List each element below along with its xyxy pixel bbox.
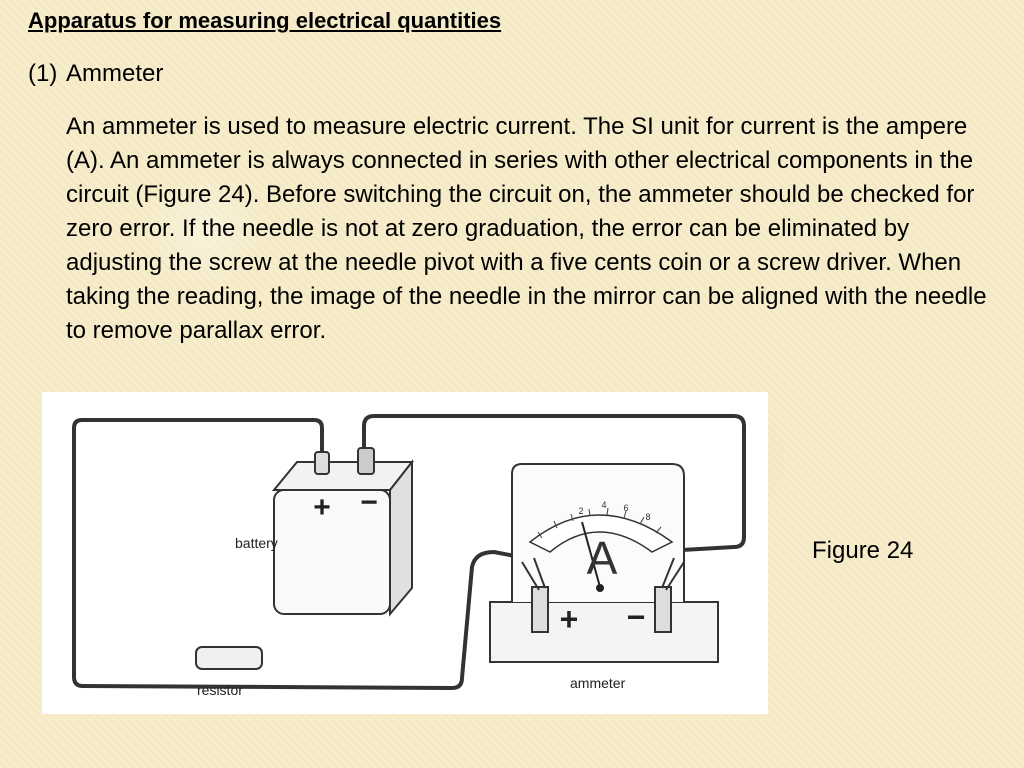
resistor-icon	[196, 647, 262, 698]
scale-tick-4: 4	[601, 500, 607, 510]
circuit-diagram	[42, 392, 768, 714]
battery-icon	[235, 448, 412, 614]
circuit-figure	[42, 392, 768, 714]
ammeter-icon	[490, 464, 718, 691]
body-paragraph: An ammeter is used to measure electric current. The SI unit for current is the ampere (A). An ammeter is always connected in series with other electrical components in the circuit (Figure 24). Before switching the circuit on, the ammeter should be checked for zero error. If the needle is not at zero graduation, the error can be eliminated by adjusting the screw at the needle pivot with a five cents coin or a screw driver. When taking the reading, the image of the needle in the mirror can be aligned with the needle to remove parallax error.	[66, 113, 987, 344]
slide-title: Apparatus for measuring electrical quantities	[28, 8, 502, 33]
scale-tick-8: 8	[645, 512, 651, 522]
battery-plus-label: +	[313, 491, 331, 524]
needle-pivot	[596, 584, 604, 592]
ammeter-label: ammeter	[570, 675, 626, 691]
ammeter-plus-label: +	[559, 601, 579, 637]
ammeter-minus-label: −	[626, 599, 646, 635]
section-number: (1)	[28, 60, 58, 87]
scale-tick-6: 6	[623, 503, 629, 513]
figure-caption: Figure 24	[812, 537, 914, 564]
battery-label: battery	[235, 535, 278, 551]
section-title: Ammeter	[66, 60, 164, 87]
meter-symbol: A	[586, 532, 618, 584]
battery-minus-label: −	[360, 486, 378, 519]
scale-tick-2: 2	[578, 506, 584, 516]
resistor-label: resistor	[197, 682, 243, 698]
section-heading	[28, 60, 163, 88]
